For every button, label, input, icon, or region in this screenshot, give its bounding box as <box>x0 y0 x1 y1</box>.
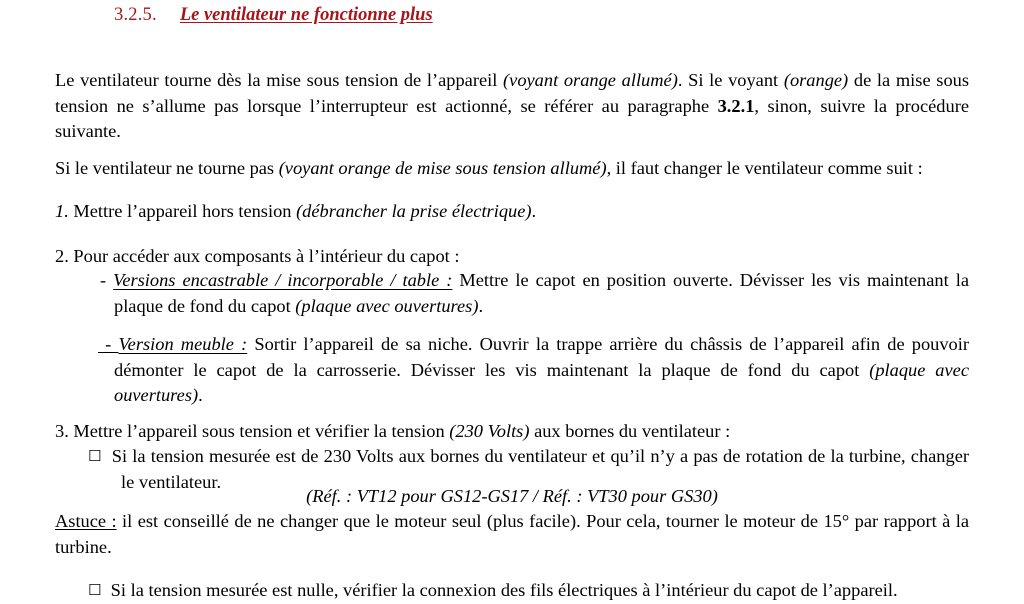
step-2-variant-meuble <box>98 332 969 409</box>
variant-encastrable-text-1: Mettre le capot en position ouverte. Dévisser les vis maintenant la plaque de fond du capot <box>114 270 969 316</box>
step-3-text-1: 3. Mettre l’appareil sous tension et vérifier la tension <box>55 421 450 442</box>
checkbox-item-voltage-present-text: Si la tension mesurée est de 230 Volts aux bornes du ventilateur et qu’il n’y a pas de rotation de la turbine, changer le ventilateur. <box>111 446 969 492</box>
intro-text-4: , sinon, suivre la procédure suivante. <box>55 95 969 142</box>
step-3 <box>55 419 969 445</box>
condition-emphasis-1: (voyant orange de mise sous tension allumé), <box>278 158 612 179</box>
section-title: Le ventilateur ne fonctionne plus <box>179 5 433 25</box>
condition-text-2: il faut changer le ventilateur comme suit : <box>611 158 923 179</box>
step-1-number: 1. <box>55 201 69 222</box>
checkbox-item-voltage-null <box>88 578 969 604</box>
paragraph-condition <box>55 156 969 182</box>
step-1-text-2: . <box>531 201 537 222</box>
reference-note <box>55 484 969 510</box>
variant-dash-2: - <box>98 334 119 355</box>
intro-emphasis-1: (voyant orange allumé) <box>503 70 678 91</box>
variant-meuble-label: Version meuble : <box>118 334 248 355</box>
tip-paragraph <box>55 509 969 560</box>
intro-text-2: . Si le voyant <box>677 70 784 91</box>
step-1-emphasis: (débrancher la prise électrique) <box>296 201 532 222</box>
intro-reference-bold: 3.2.1 <box>717 95 755 116</box>
intro-text-1: Le ventilateur tourne dès la mise sous tension de l’appareil <box>55 70 504 91</box>
tip-label: Astuce : <box>55 511 117 532</box>
intro-emphasis-2: (orange) <box>783 70 849 91</box>
step-1-text-1: Mettre l’appareil hors tension <box>68 201 297 222</box>
variant-meuble-text-1: Sortir l’appareil de sa niche. Ouvrir la trappe arrière du châssis de l’appareil afin de pouvoir démonter le capot de la carrosserie. Dévisser les vis maintenant la plaque de fond du capot <box>114 334 969 380</box>
condition-text-1: Si le ventilateur ne tourne pas <box>55 158 279 179</box>
reference-note-text: (Réf. : VT12 pour GS12-GS17 / Réf. : VT30 pour GS30) <box>306 486 718 507</box>
intro-text-3: de la mise sous tension ne s’allume pas lorsque l’interrupteur est actionné, se référer au paragraphe <box>55 70 969 116</box>
tip-text: il est conseillé de ne changer que le moteur seul (plus facile). Pour cela, tourner le moteur de 15° par rapport à la turbine. <box>55 511 969 557</box>
step-2: 2. Pour accéder aux composants à l’intérieur du capot : <box>55 246 460 267</box>
step-3-text-2: aux bornes du ventilateur : <box>529 421 731 442</box>
variant-encastrable-label: Versions encastrable / incorporable / table : <box>113 270 453 291</box>
variant-dash-1: - <box>100 270 114 291</box>
step-2-variant-encastrable <box>100 268 969 319</box>
empty-checkbox-icon-2: ☐ <box>88 581 102 600</box>
empty-checkbox-icon: ☐ <box>88 447 102 466</box>
step-3-emphasis: (230 Volts) <box>449 421 530 442</box>
paragraph-intro <box>55 68 969 145</box>
variant-encastrable-text-2: . <box>478 295 484 316</box>
section-number: 3.2.5. <box>114 5 157 25</box>
section-heading <box>114 5 433 26</box>
checkbox-item-voltage-null-text: Si la tension mesurée est nulle, vérifier la connexion des fils électriques à l’intérieur du capot de l’appareil. <box>110 580 898 601</box>
variant-encastrable-emphasis: (plaque avec ouvertures) <box>295 295 479 316</box>
variant-meuble-text-2: . <box>198 385 203 406</box>
step-1 <box>55 199 969 225</box>
variant-meuble-emphasis: (plaque avec ouvertures) <box>114 359 969 406</box>
